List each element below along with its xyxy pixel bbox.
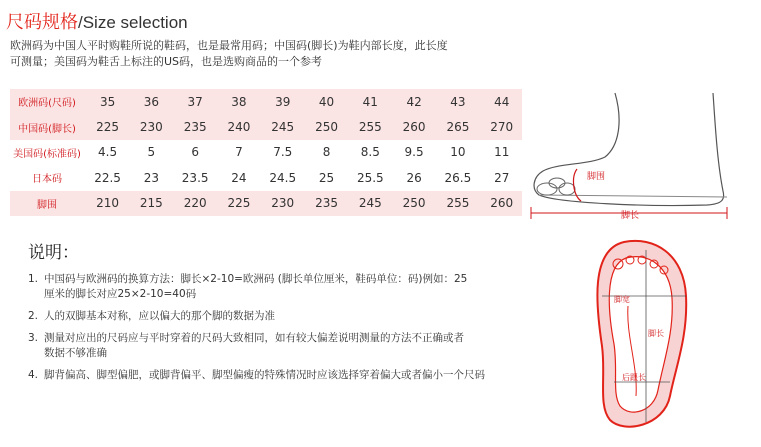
list-item	[28, 368, 485, 383]
toe-shape	[559, 183, 575, 195]
table-cell: 38	[219, 89, 259, 114]
note-text: 人的双脚基本对称，应以偏大的那个脚的数据为准	[44, 310, 275, 322]
table-cell: 40	[306, 89, 346, 114]
table-cell: 220	[172, 191, 219, 216]
table-cell: 23.5	[172, 165, 219, 190]
table-cell: 25	[306, 165, 346, 190]
note-number: 2.	[28, 310, 39, 322]
table-row-cn	[10, 114, 522, 139]
table-cell: 260	[394, 114, 434, 139]
foot-outline-shape	[534, 93, 724, 206]
row-label: 日本码	[10, 165, 84, 190]
table-cell: 39	[259, 89, 306, 114]
table-cell: 245	[347, 191, 394, 216]
table-cell: 4.5	[84, 140, 131, 165]
row-label: 美国码(标准码)	[10, 140, 84, 165]
length-label: 脚长	[648, 329, 664, 338]
table-cell: 215	[131, 191, 171, 216]
table-cell: 5	[131, 140, 171, 165]
table-row-jp	[10, 165, 522, 190]
table-cell: 250	[394, 191, 434, 216]
table-cell: 23	[131, 165, 171, 190]
table-cell: 22.5	[84, 165, 131, 190]
table-cell: 235	[172, 114, 219, 139]
table-cell: 11	[481, 140, 522, 165]
row-label: 脚围	[10, 191, 84, 216]
note-number: 3.	[28, 332, 39, 344]
heel-label: 后跟长	[622, 373, 646, 382]
table-cell: 9.5	[394, 140, 434, 165]
note-text: 中国码与欧洲码的换算方法：脚长×2-10=欧洲码 (脚长单位厘米，鞋码单位：码)例如：25	[44, 273, 468, 285]
table-cell: 270	[481, 114, 522, 139]
note-text: 脚背偏高、脚型偏肥，或脚背偏平、脚型偏瘦的特殊情况时应该选择穿着偏大或者偏小一个尺码	[44, 369, 485, 381]
table-cell: 210	[84, 191, 131, 216]
description-line: 欧洲码为中国人平时购鞋所说的鞋码，也是最常用码；中国码(脚长)为鞋内部长度，此长度	[10, 39, 448, 52]
table-cell: 8	[306, 140, 346, 165]
table-cell: 43	[434, 89, 481, 114]
length-label: 脚长	[621, 211, 640, 221]
table-cell: 230	[131, 114, 171, 139]
table-cell: 225	[219, 191, 259, 216]
girth-marker-line	[574, 169, 581, 201]
table-cell: 10	[434, 140, 481, 165]
list-item	[28, 272, 485, 302]
table-cell: 26	[394, 165, 434, 190]
description-line: 可测量；美国码为鞋舌上标注的US码，也是选购商品的一个参考	[10, 55, 323, 68]
foot-side-illustration	[527, 91, 755, 223]
size-description	[10, 38, 510, 70]
note-number: 1.	[28, 273, 39, 285]
toe-shape	[537, 183, 557, 195]
table-cell: 37	[172, 89, 219, 114]
notes-title: 说明：	[28, 243, 79, 263]
table-cell: 24.5	[259, 165, 306, 190]
table-cell: 225	[84, 114, 131, 139]
table-cell: 255	[434, 191, 481, 216]
row-label: 欧洲码(尺码)	[10, 89, 84, 114]
note-number: 4.	[28, 369, 39, 381]
table-cell: 255	[347, 114, 394, 139]
page-title-cn: 尺码规格	[6, 12, 78, 33]
table-cell: 41	[347, 89, 394, 114]
foot-sole-illustration	[584, 236, 694, 436]
table-cell: 42	[394, 89, 434, 114]
page-title-en: /Size selection	[78, 13, 188, 32]
table-cell: 245	[259, 114, 306, 139]
table-cell: 36	[131, 89, 171, 114]
list-item	[28, 331, 485, 361]
girth-label: 脚围	[587, 172, 606, 182]
table-cell: 24	[219, 165, 259, 190]
size-table	[10, 89, 522, 216]
table-cell: 44	[481, 89, 522, 114]
table-row-us	[10, 140, 522, 165]
table-cell: 265	[434, 114, 481, 139]
width-label: 脚宽	[614, 295, 630, 304]
note-text: 测量对应出的尺码应与平时穿着的尺码大致相同，如有较大偏差说明测量的方法不正确或者	[44, 332, 464, 344]
notes-list	[28, 272, 485, 390]
note-text: 数据不够准确	[44, 347, 107, 359]
table-cell: 235	[306, 191, 346, 216]
table-cell: 8.5	[347, 140, 394, 165]
table-cell: 250	[306, 114, 346, 139]
table-cell: 240	[219, 114, 259, 139]
table-cell: 26.5	[434, 165, 481, 190]
table-row-eu	[10, 89, 522, 114]
table-cell: 25.5	[347, 165, 394, 190]
table-row-girth	[10, 191, 522, 216]
page-title	[6, 8, 188, 34]
table-cell: 230	[259, 191, 306, 216]
note-text: 厘米的脚长对应25×2-10=40码	[44, 288, 197, 300]
table-cell: 27	[481, 165, 522, 190]
table-cell: 6	[172, 140, 219, 165]
table-cell: 35	[84, 89, 131, 114]
table-cell: 7	[219, 140, 259, 165]
table-cell: 260	[481, 191, 522, 216]
list-item	[28, 309, 485, 324]
row-label: 中国码(脚长)	[10, 114, 84, 139]
table-cell: 7.5	[259, 140, 306, 165]
toe-shape	[549, 178, 565, 188]
